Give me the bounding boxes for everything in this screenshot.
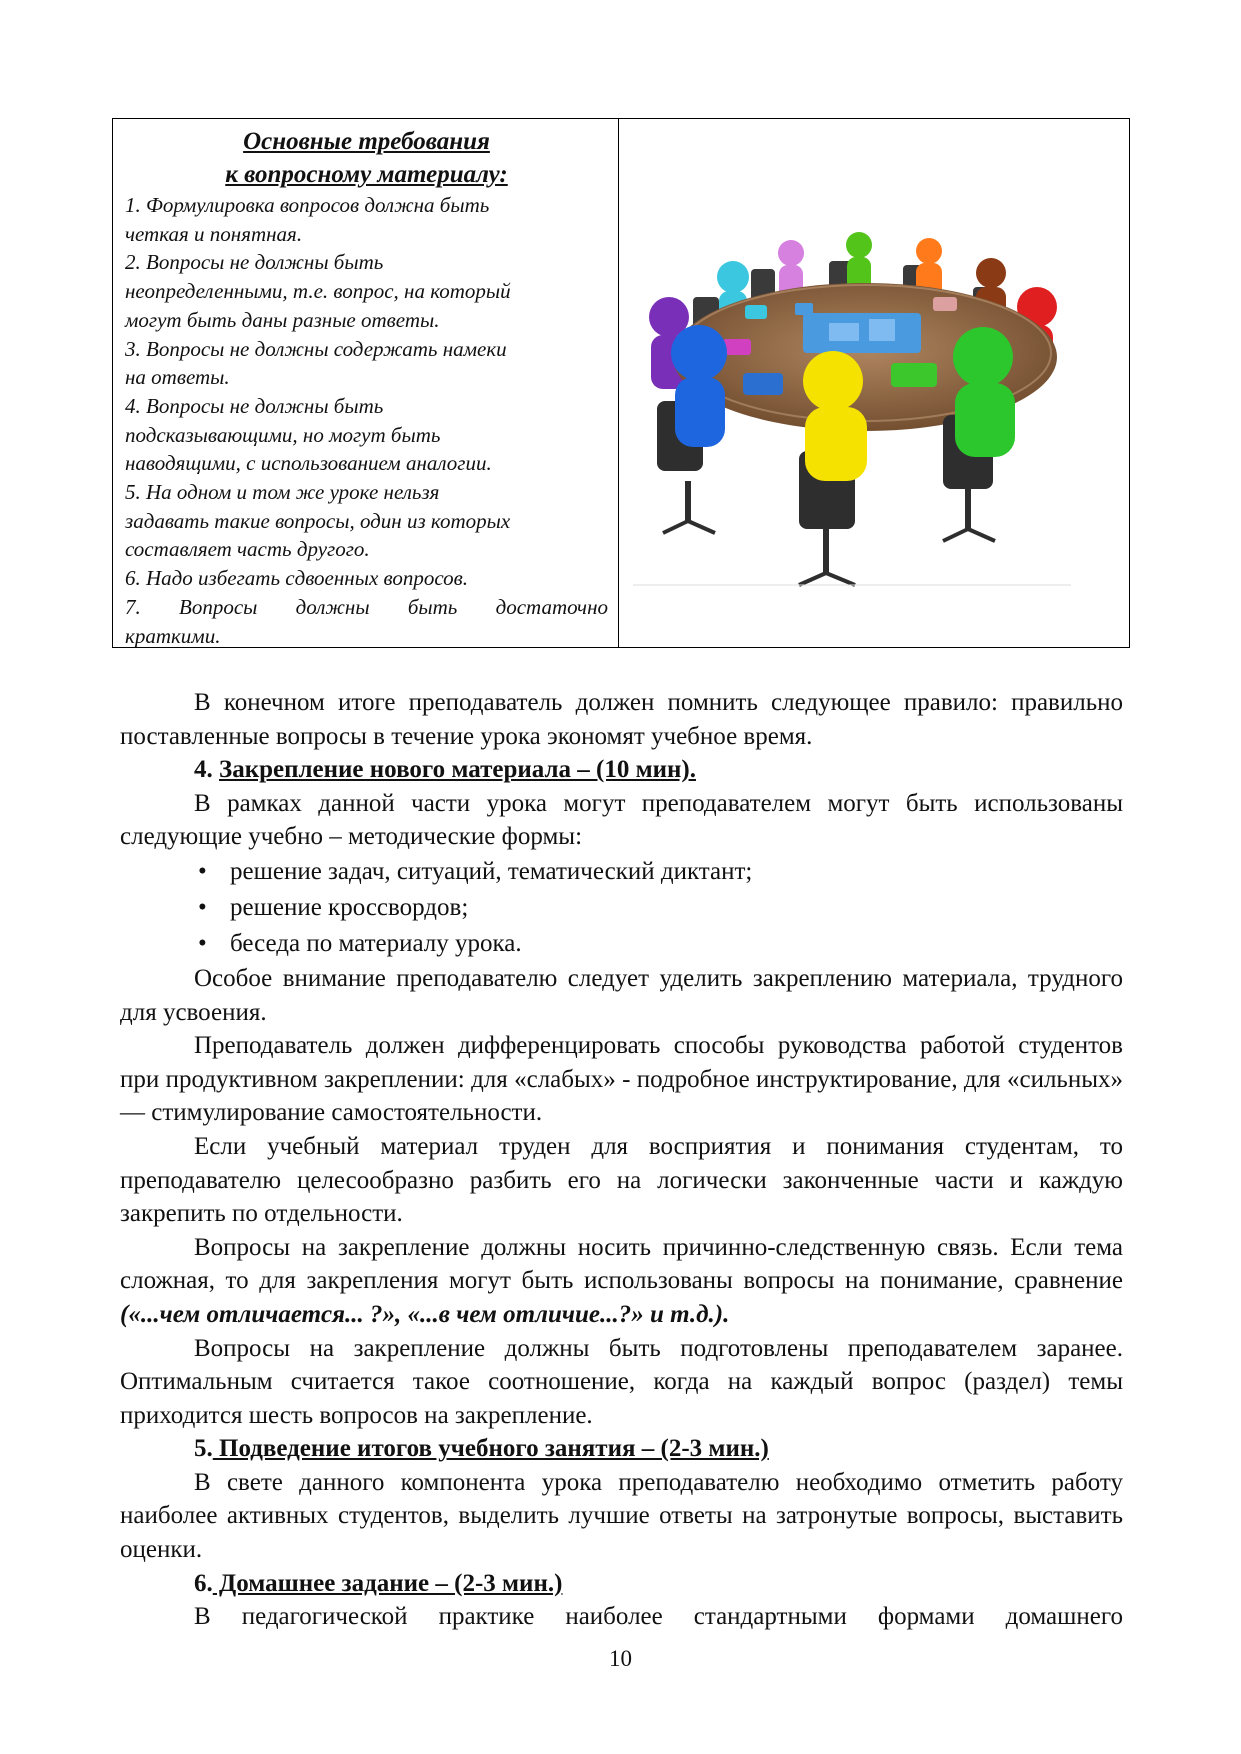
team-puzzle-meeting-icon bbox=[633, 189, 1071, 587]
requirements-title-line1: Основные требования bbox=[243, 128, 490, 155]
emphasized-examples: («...чем отличается... ?», «...в чем отличие...?» и т.д.). bbox=[120, 1300, 730, 1328]
requirement-line: составляет часть другого. bbox=[125, 537, 370, 562]
requirements-table bbox=[112, 118, 1130, 648]
paragraph: В свете данного компонента урока преподавателю необходимо отметить работу наиболее активных студентов, выделить лучшие ответы на затронутые вопросы, выставить оценки. bbox=[120, 1468, 1123, 1564]
heading-text: Домашнее задание – (2-3 мин.) bbox=[212, 1569, 563, 1597]
requirements-cell bbox=[113, 119, 619, 647]
requirement-line: 7. Вопросы должны быть достаточно bbox=[125, 594, 608, 619]
requirement-line: 1. Формулировка вопросов должна быть bbox=[125, 193, 490, 217]
section-heading-5 bbox=[120, 1432, 1123, 1466]
list-item-text: беседа по материалу урока. bbox=[230, 929, 522, 957]
paragraph: В конечном итоге преподаватель должен помнить следующее правило: правильно поставленные вопросы в течение урока экономят учебное время. bbox=[120, 689, 1123, 750]
requirement-line: 2. Вопросы не должны быть bbox=[125, 250, 384, 275]
heading-number: 5. bbox=[194, 1435, 213, 1463]
paragraph: Преподаватель должен дифференцировать способы руководства работой студентов при продуктивном закреплении: для «слабых» - подробное инструктирование, для «сильных» — стимулирование самостоятельности. bbox=[120, 1032, 1123, 1127]
section-heading-4 bbox=[120, 753, 1123, 787]
paragraph: Особое внимание преподавателю следует уделить закреплению материала, трудного для усвоения. bbox=[120, 964, 1123, 1026]
list-item-text: решение кроссвордов; bbox=[230, 893, 469, 921]
paragraph: В педагогической практике наиболее стандартными формами домашнего bbox=[194, 1603, 1123, 1631]
requirement-line: 6. Надо избегать сдвоенных вопросов. bbox=[125, 566, 469, 591]
bullet-icon: • bbox=[198, 893, 207, 921]
requirement-line: 3. Вопросы не должны содержать намеки bbox=[125, 336, 507, 361]
list-item bbox=[120, 890, 1123, 926]
paragraph: Если учебный материал труден для восприятия и понимания студентам, то преподавателю целесообразно разбить его на логически законченные части и каждую закрепить по отдельности. bbox=[120, 1132, 1123, 1228]
paragraph-text: Вопросы на закрепление должны носить причинно-следственную связь. Если тема сложная, то для закрепления могут быть использованы вопросы на понимание, сравнение bbox=[120, 1233, 1123, 1295]
bullet-list bbox=[120, 854, 1123, 962]
requirement-line: могут быть даны разные ответы. bbox=[125, 307, 440, 332]
illustration-cell bbox=[619, 119, 1129, 647]
list-item bbox=[120, 854, 1123, 890]
list-item bbox=[120, 926, 1123, 962]
requirement-line: наводящими, с использованием аналогии. bbox=[125, 451, 492, 476]
section-heading-6 bbox=[120, 1567, 1123, 1601]
paragraph: В рамках данной части урока могут преподавателем могут быть использованы следующие учебно – методические формы: bbox=[120, 789, 1123, 851]
requirement-line: краткими. bbox=[125, 623, 221, 648]
heading-text: Подведение итогов учебного занятия – (2-3 мин.) bbox=[212, 1435, 769, 1463]
requirement-line: неопределенными, т.е. вопрос, на который bbox=[125, 279, 511, 304]
requirement-line: 5. На одном и том же уроке нельзя bbox=[125, 480, 440, 505]
page-number: 10 bbox=[609, 1646, 632, 1671]
body-text bbox=[120, 686, 1123, 1634]
bullet-icon: • bbox=[198, 929, 207, 957]
requirement-line: на ответы. bbox=[125, 365, 230, 390]
paragraph bbox=[120, 1231, 1123, 1332]
requirement-line: задавать такие вопросы, один из которых bbox=[125, 508, 511, 533]
heading-number: 4. bbox=[194, 756, 213, 784]
requirement-line: подсказывающими, но могут быть bbox=[125, 422, 441, 447]
requirement-line: 4. Вопросы не должны быть bbox=[125, 393, 384, 418]
bullet-icon: • bbox=[198, 857, 207, 885]
list-item-text: решение задач, ситуаций, тематический диктант; bbox=[230, 857, 753, 885]
heading-number: 6. bbox=[194, 1569, 213, 1597]
requirement-line: четкая и понятная. bbox=[125, 221, 303, 246]
heading-text: Закрепление нового материала – (10 мин). bbox=[219, 756, 697, 784]
paragraph: Вопросы на закрепление должны быть подготовлены преподавателем заранее. Оптимальным считается такое соотношение, когда на каждый вопрос (раздел) темы приходится шесть вопросов на закрепление. bbox=[120, 1334, 1123, 1429]
requirements-title-line2: к вопросному материалу: bbox=[225, 161, 508, 188]
